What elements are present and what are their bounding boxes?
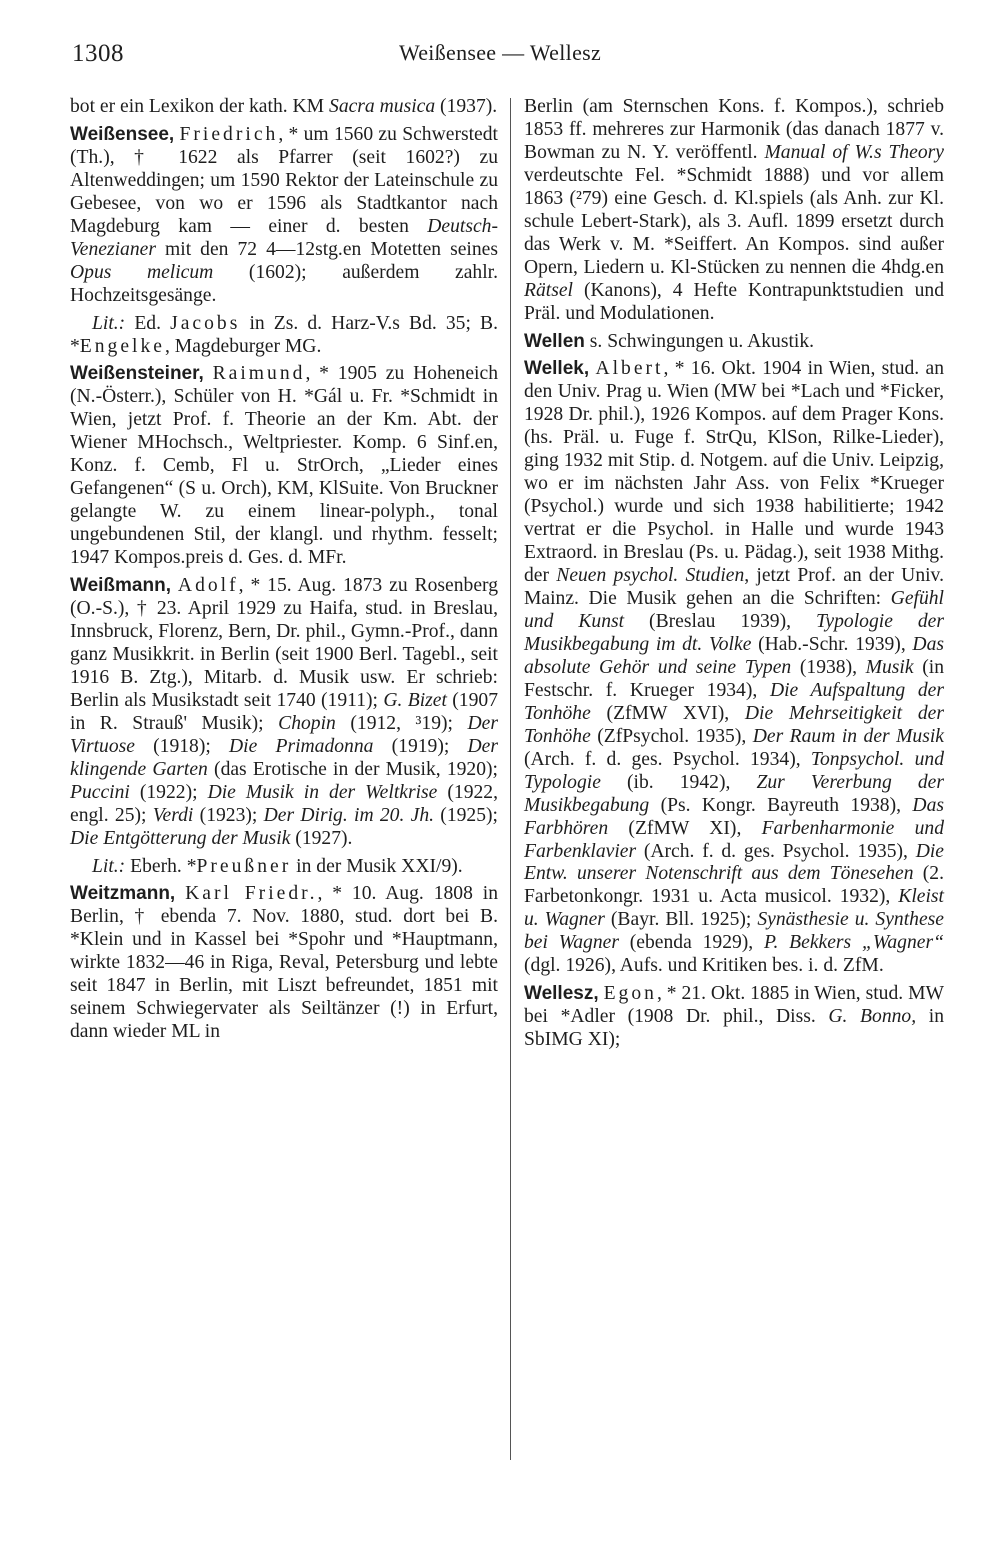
italic-title: P. Bekkers „Wagner“ — [764, 932, 944, 954]
italic-title: Tonpsychol. und Typologie — [524, 748, 944, 793]
text-run: (Breslau 1939), — [624, 610, 816, 632]
italic-title: Lit.: — [92, 855, 126, 877]
headword: Wellen — [524, 330, 585, 352]
italic-title: Kleist u. Wagner — [524, 886, 944, 931]
italic-title: Der Virtuose — [70, 712, 498, 757]
italic-title: Der klingende Garten — [70, 735, 498, 780]
headword: Weißensee, — [70, 123, 175, 145]
text-run: (ebenda 1929), — [618, 932, 765, 954]
italic-title: Die Musik in der Weltkrise — [207, 781, 438, 803]
text-run: (1912, ³19); — [335, 712, 468, 734]
text-run — [171, 575, 178, 596]
italic-title: Musik — [865, 656, 914, 678]
headword: Wellesz, — [524, 983, 599, 1005]
italic-title: Manual of W.s Theory — [764, 141, 944, 163]
text-run: (1927). — [290, 827, 353, 849]
spaced-name: Egon — [603, 983, 657, 1005]
text-run: Eberh. * — [125, 855, 197, 877]
italic-title: Opus melicum — [70, 261, 214, 283]
entry-wellek — [524, 358, 944, 978]
running-head: Weißensee — Wellesz — [398, 40, 602, 65]
text-run: (1937). — [435, 96, 498, 117]
italic-title: G. Bizet — [383, 689, 447, 711]
spaced-name: Jacobs — [170, 312, 241, 334]
text-run: Berlin (am Sternschen Kons. f. Kompos.), schrieb 1853 ff. mehreres zur Harmonik (das danach 1877 v. Bowman zu N. Y. veröffentl. — [524, 96, 944, 163]
text-run: (1925); — [434, 804, 498, 826]
spaced-name: Karl Friedr. — [185, 883, 318, 905]
text-run: (Bayr. Bll. 1925); — [604, 909, 758, 931]
text-run: (ZfMW XI), — [608, 817, 762, 839]
right-column — [524, 96, 944, 1057]
column-divider — [510, 98, 511, 1460]
text-run: s. Schwingungen u. Akustik. — [584, 330, 815, 352]
text-run — [175, 883, 185, 904]
text-run: , * um 1560 zu Schwerstedt (Th.), † 1622 als Pfarrer (seit 1602?) zu Altenweddingen; um 1590 Rektor der Lateinschule zu Gebesee, von wo er 1596 als Stadtkantor nach Magdeburg kam — einer d. besten — [70, 123, 498, 237]
entry-wellen — [524, 331, 944, 354]
text-run: (1919); — [373, 735, 468, 757]
italic-title: Chopin — [278, 712, 336, 734]
text-run: (dgl. 1926), Aufs. und Kritiken bes. i. d. ZfM. — [524, 955, 884, 977]
entry-weissmann — [70, 575, 498, 850]
spaced-name: Raimund — [212, 363, 306, 385]
italic-title: Neuen psychol. Studien — [556, 565, 745, 587]
text-run: (Arch. f. d. ges. Psychol. 1934), — [524, 748, 811, 770]
text-run: (ib. 1942), — [600, 771, 757, 793]
text-run: , jetzt Prof. an der Univ. Mainz. Die Musik gehen an die Schriften: — [524, 565, 944, 610]
entry-wellesz — [524, 983, 944, 1052]
left-column — [70, 96, 498, 1049]
text-run: (Ps. Kongr. Bayreuth 1938), — [649, 794, 913, 816]
spaced-name: Friedrich — [179, 123, 279, 145]
spaced-name: Engelke — [79, 335, 165, 357]
italic-title: Das Farbhören — [524, 794, 944, 839]
italic-title: Zur Vererbung der Musikbegabung — [524, 771, 944, 816]
italic-title: Farbenharmonie und Farbenklavier — [524, 817, 945, 862]
text-run: (Arch. f. d. ges. Psychol. 1935), — [636, 840, 916, 862]
text-run: (ZfPsychol. 1935), — [590, 725, 753, 747]
text-run: Ed. — [125, 312, 171, 334]
italic-title: Verdi — [152, 804, 194, 826]
text-run: in der Musik XXI/9). — [291, 855, 463, 877]
italic-title: Die Aufspaltung der Tonhöhe — [524, 679, 944, 724]
headword: Wellek, — [524, 358, 590, 380]
entry-weissensee — [70, 124, 498, 308]
italic-title: Sacra musica — [329, 96, 436, 117]
text-run: (1907 in R. Strauß' Musik); — [70, 689, 498, 734]
italic-title: Typologie der Musikbegabung im dt. Volke — [524, 610, 944, 655]
italic-title: Rätsel — [524, 279, 573, 301]
text-run: , * 15. Aug. 1873 zu Rosenberg (O.-S.), † 23. April 1929 zu Haifa, stud. in Breslau, Innsbruck, Florenz, Bern, Dr. phil., Gymn.-Prof., dann ganz Musikkrit. in Berlin (seit 1900 Berl. Tagebl., seit 1916 B. Ztg.), Mitarb. d. Musik usw. Er schrieb: Berlin als Musikstadt seit 1740 (1911); — [70, 575, 498, 711]
text-run: , * 16. Okt. 1904 in Wien, stud. an den Univ. Prag u. Wien (MW bei *Lach und *Ficker, 1928 Dr. phil.), 1926 Kompos. auf dem Prager Kons. (hs. Präl. u. Fuge f. StrQu, KlSon, Rilke-Lieder), ging 1932 mit Stip. d. Notgem. auf die Univ. Leipzig, wo er im nächsten Jahr Ass. von Felix *Krueger (Psychol.) wurde und sich 1938 habilitierte; 1942 vertrat er die Psychol. in Halle und wurde 1943 Extraord. in Breslau (Ps. u. Pädag.), seit 1938 Mithg. der — [524, 358, 944, 587]
literature-weissensee — [70, 313, 498, 359]
text-run: , * 1905 zu Hoheneich (N.-Österr.), Schüler von H. *Gál u. Fr. *Schmidt in Wien, jetzt Prof. f. Theorie an der Km. Abt. der Wiener MHochsch., Weltpriester. Komp. 6 Sinf.en, Konz. f. Cemb, Fl u. StrOrch, „Lieder eines Gefangenen“ (S u. Orch), KM, KlSuite. Von Bruckner gelangte W. zu einem linear-polyph., tonal ungebundenen Stil, der klangl. und rhythm. fesselt; 1947 Kompos.preis d. Ges. d. MFr. — [70, 363, 498, 569]
italic-title: G. Bonno, — [828, 1006, 917, 1028]
text-run: (1922, engl. 25); — [70, 781, 498, 826]
entry-weissensteiner — [70, 363, 498, 570]
text-run: (in Festschr. f. Krueger 1934), — [524, 656, 944, 701]
text-run: in Zs. d. Harz-V.s Bd. 35; B. * — [70, 312, 498, 357]
headword: Weitzmann, — [70, 883, 176, 905]
text-run: (1918); — [134, 735, 229, 757]
text-run: , Magdeburger MG. — [165, 335, 322, 357]
italic-title: Die Entw. unserer Notenschrift aus dem Tönesehen — [524, 840, 944, 885]
italic-title: Gefühl und Kunst — [524, 588, 944, 632]
text-run: (1602); außerdem zahlr. Hochzeitsgesänge. — [70, 261, 498, 306]
entry-weitzmann-continued — [524, 96, 944, 326]
spaced-name: Adolf — [177, 575, 239, 597]
headword: Weißmann, — [70, 575, 171, 597]
text-run: , * 10. Aug. 1808 in Berlin, † ebenda 7. Nov. 1880, stud. dort bei B. *Klein und in Kassel bei *Spohr und *Hauptmann, wirkte 1832—46 in Riga, Reval, Petersburg und lebte seit 1847 in Berlin, mit Liszt befreundet, 1851 mit seinem Schwiegervater als Seiltänzer (!) in Erfurt, dann wieder ML in — [70, 883, 498, 1043]
entry-continuation-paragraph — [70, 96, 498, 119]
text-run: (2. Farbetonkongr. 1931 u. Acta musicol. 1932), — [524, 863, 944, 908]
text-run: (1938), — [791, 656, 866, 678]
italic-title: Das absolute Gehör und seine Typen — [524, 633, 944, 678]
italic-title: Die Entgötterung der Musik — [70, 827, 291, 849]
headword: Weißensteiner, — [70, 363, 204, 385]
text-run: (Hab.-Schr. 1939), — [751, 633, 913, 655]
spaced-name: Albert — [595, 358, 664, 380]
italic-title: Der Dirig. im 20. Jh. — [263, 804, 435, 826]
text-run: bot er ein Lexikon der kath. KM — [70, 96, 330, 117]
literature-weissmann — [70, 856, 498, 879]
text-run: , * 21. Okt. 1885 in Wien, stud. MW bei *Adler (1908 Dr. phil., Diss. — [524, 983, 944, 1028]
italic-title: Lit.: — [92, 312, 126, 334]
spaced-name: Preußner — [196, 855, 292, 877]
text-run: in SbIMG XI); — [524, 1006, 944, 1051]
italic-title: Synästhesie u. Synthese bei Wagner — [524, 909, 944, 954]
italic-title: Der Raum in der Musik — [752, 725, 944, 747]
italic-title: Die Primadonna — [229, 735, 374, 757]
text-run: mit den 72 4—12stg.en Motetten seines — [155, 238, 498, 260]
italic-title: Puccini — [70, 781, 130, 803]
text-run: (Kanons), 4 Hefte Kontrapunktstudien und Präl. und Modulationen. — [524, 279, 944, 324]
text-run: (ZfMW XVI), — [590, 702, 745, 724]
text-run: (das Erotische in der Musik, 1920); — [207, 758, 498, 780]
text-run: verdeutschte Fel. *Schmidt 1888) und vor allem 1863 (²79) eine Gesch. d. Kl.spiels (als Anh. zur Kl. schule Lebert-Stark), als 3. Aufl. 1899 ersetzt durch das Werk v. M. *Seiffert. An Kompos. sind außer Opern, Liedern u. Kl-Stücken zu nennen die 4hdg.en — [524, 164, 944, 278]
text-run — [204, 363, 213, 384]
italic-title: Deutsch-Venezianer — [70, 215, 498, 260]
entry-weitzmann — [70, 883, 498, 1044]
italic-title: Die Mehrseitigkeit der Tonhöhe — [524, 702, 944, 747]
page-number: 1308 — [72, 40, 124, 67]
text-run: (1923); — [193, 804, 264, 826]
text-run: (1922); — [129, 781, 208, 803]
